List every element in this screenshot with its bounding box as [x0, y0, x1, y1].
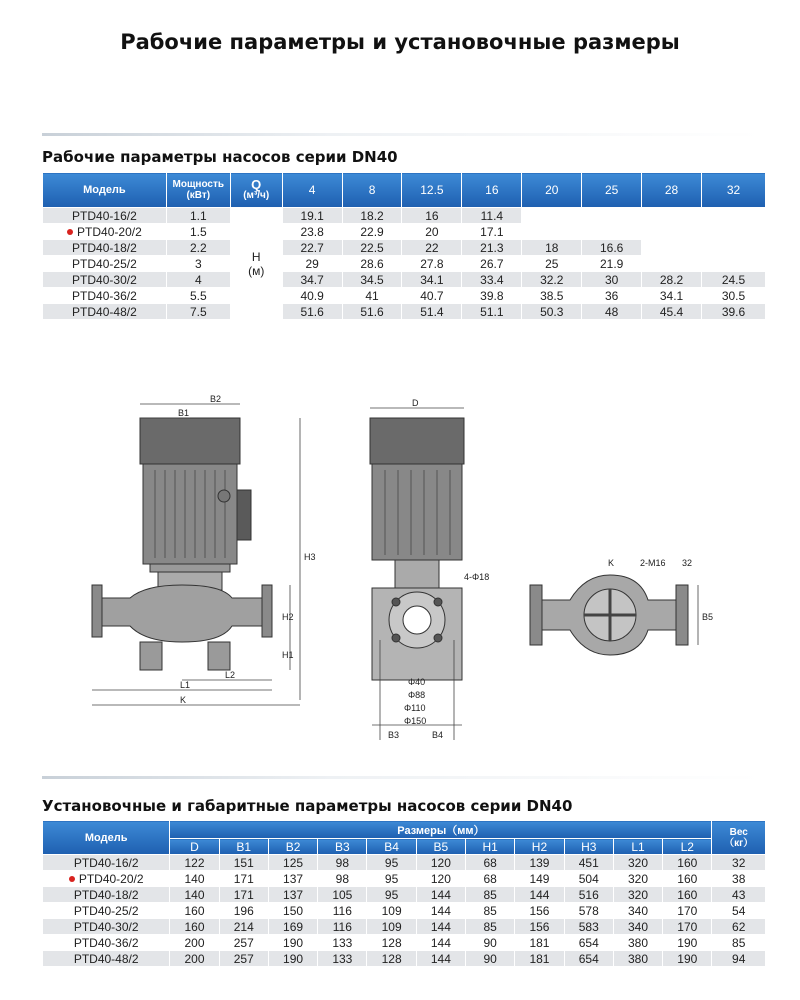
head-value: 36 — [582, 288, 642, 304]
head-value: 51.1 — [462, 304, 522, 320]
model-cell — [43, 871, 170, 887]
power-cell: 3 — [166, 256, 230, 272]
model-name: PTD40-16/2 — [72, 208, 137, 223]
dimension-value: 583 — [564, 919, 613, 935]
marker-dot — [67, 229, 73, 235]
dim-label: H2 — [282, 612, 294, 622]
model-name: PTD40-18/2 — [73, 887, 139, 902]
dimension-value: 144 — [515, 887, 564, 903]
head-value: 16.6 — [582, 240, 642, 256]
dimension-value: 149 — [515, 871, 564, 887]
dimension-value: 95 — [367, 871, 416, 887]
head-value: 32.2 — [522, 272, 582, 288]
dimension-value: 68 — [466, 871, 515, 887]
dimension-value: 160 — [170, 919, 219, 935]
model-cell — [43, 887, 170, 903]
dims-section-title: Установочные и габаритные параметры насосов серии DN40 — [42, 797, 573, 815]
dimension-value: 181 — [515, 951, 564, 967]
head-value: 45.4 — [642, 304, 702, 320]
dimension-value: 133 — [318, 935, 367, 951]
head-value — [702, 224, 766, 240]
dimension-value: 95 — [367, 855, 416, 871]
dimension-value: 85 — [466, 903, 515, 919]
weight-value: 62 — [712, 919, 766, 935]
dim-col-header: D — [170, 839, 219, 855]
weight-value: 38 — [712, 871, 766, 887]
section-divider — [42, 776, 762, 779]
model-name: PTD40-36/2 — [72, 288, 137, 303]
model-name: PTD40-20/2 — [78, 871, 144, 886]
model-cell — [43, 304, 167, 320]
dimension-value: 320 — [613, 855, 662, 871]
head-value: 20 — [402, 224, 462, 240]
dimension-value: 156 — [515, 903, 564, 919]
dimension-value: 200 — [170, 951, 219, 967]
head-value: 23.8 — [282, 224, 342, 240]
head-value — [642, 240, 702, 256]
dimension-value: 133 — [318, 951, 367, 967]
head-value: 18.2 — [342, 208, 402, 224]
flow-value: 32 — [702, 173, 766, 208]
weight-value: 43 — [712, 887, 766, 903]
dimension-value: 90 — [466, 935, 515, 951]
dimension-value: 137 — [268, 887, 317, 903]
dimension-value: 578 — [564, 903, 613, 919]
table-row — [43, 224, 766, 240]
power-cell: 7.5 — [166, 304, 230, 320]
dimension-value: 139 — [515, 855, 564, 871]
power-cell: 4 — [166, 272, 230, 288]
table-row — [43, 951, 766, 967]
dimension-value: 137 — [268, 871, 317, 887]
dimension-value: 171 — [219, 871, 268, 887]
model-name: PTD40-16/2 — [73, 855, 139, 870]
weight-value: 94 — [712, 951, 766, 967]
head-value — [582, 224, 642, 240]
dimension-value: 128 — [367, 935, 416, 951]
dimension-value: 122 — [170, 855, 219, 871]
model-name: PTD40-25/2 — [73, 903, 139, 918]
dimension-value: 109 — [367, 903, 416, 919]
dim-label: B5 — [702, 612, 714, 622]
head-value: 29 — [282, 256, 342, 272]
head-value: 51.6 — [282, 304, 342, 320]
head-value: 16 — [402, 208, 462, 224]
head-value: 33.4 — [462, 272, 522, 288]
dimension-value: 144 — [416, 919, 465, 935]
section-divider — [42, 133, 762, 136]
head-value — [642, 256, 702, 272]
flow-value: 25 — [582, 173, 642, 208]
head-value — [522, 224, 582, 240]
dimension-value: 160 — [170, 903, 219, 919]
model-cell — [43, 919, 170, 935]
dim-label: 4-Φ18 — [464, 572, 490, 582]
head-value: 41 — [342, 288, 402, 304]
table-row — [43, 903, 766, 919]
dimension-value: 190 — [663, 951, 712, 967]
dimension-value: 190 — [268, 935, 317, 951]
dimension-value: 320 — [613, 871, 662, 887]
head-label-cell — [230, 208, 282, 320]
table-row — [43, 208, 766, 224]
head-value — [642, 224, 702, 240]
dimension-value: 144 — [416, 903, 465, 919]
header-flow-label: Q — [251, 177, 262, 192]
header-model: Модель — [43, 173, 167, 208]
pump-top-view — [530, 575, 688, 655]
dim-label: D — [412, 398, 419, 408]
head-value: 22.5 — [342, 240, 402, 256]
model-name: PTD40-25/2 — [72, 256, 137, 271]
head-value — [702, 256, 766, 272]
pump-side-view — [370, 418, 464, 680]
dim-col-header: B1 — [219, 839, 268, 855]
model-name: PTD40-18/2 — [72, 240, 137, 255]
table-row — [43, 240, 766, 256]
dimensions-table — [42, 820, 766, 967]
dim-label: 2-M16 — [640, 558, 666, 568]
dim-label: Φ40 — [408, 677, 426, 687]
head-value: 40.7 — [402, 288, 462, 304]
power-cell: 1.5 — [166, 224, 230, 240]
table-row — [43, 855, 766, 871]
dimension-value: 116 — [318, 919, 367, 935]
head-value: 24.5 — [702, 272, 766, 288]
dim-label: Φ150 — [404, 716, 427, 726]
dimension-value: 380 — [613, 935, 662, 951]
pump-dimension-drawing — [0, 380, 800, 760]
dim-col-header: H2 — [515, 839, 564, 855]
dimension-value: 340 — [613, 903, 662, 919]
header-power — [166, 173, 230, 208]
model-cell — [43, 208, 167, 224]
model-cell — [43, 903, 170, 919]
dimension-value: 151 — [219, 855, 268, 871]
dimension-value: 120 — [416, 871, 465, 887]
marker-dot — [69, 876, 75, 882]
dimension-value: 144 — [416, 951, 465, 967]
dimension-value: 140 — [170, 887, 219, 903]
head-value: 22 — [402, 240, 462, 256]
dim-label: H3 — [304, 552, 316, 562]
dimension-value: 160 — [663, 871, 712, 887]
table-row — [43, 871, 766, 887]
dimension-value: 380 — [613, 951, 662, 967]
dim-label: L2 — [225, 670, 236, 680]
model-name: PTD40-30/2 — [72, 272, 137, 287]
dimension-value: 170 — [663, 903, 712, 919]
dimension-value: 128 — [367, 951, 416, 967]
header-flow-unit: (м³/ч) — [243, 190, 270, 201]
dimension-value: 516 — [564, 887, 613, 903]
dim-label: B3 — [388, 730, 400, 740]
table-row — [43, 272, 766, 288]
model-cell — [43, 224, 167, 240]
model-cell — [43, 272, 167, 288]
dimension-value: 140 — [170, 871, 219, 887]
dimension-value: 190 — [268, 951, 317, 967]
dim-label: Φ110 — [404, 703, 426, 713]
dimension-value: 68 — [466, 855, 515, 871]
dim-col-header: B3 — [318, 839, 367, 855]
model-name: PTD40-48/2 — [72, 304, 137, 319]
header-power-unit: (кВт) — [186, 190, 211, 201]
dim-label: B1 — [178, 408, 190, 418]
header-sizes: Размеры（мм） — [170, 821, 712, 839]
dimension-value: 504 — [564, 871, 613, 887]
performance-table — [42, 172, 766, 320]
head-value: 21.3 — [462, 240, 522, 256]
head-unit: (м) — [248, 263, 265, 278]
dim-label: K — [180, 695, 187, 705]
pump-front-view — [92, 418, 272, 670]
head-value: 34.1 — [402, 272, 462, 288]
model-name: PTD40-36/2 — [73, 935, 139, 950]
dimension-value: 98 — [318, 871, 367, 887]
header-flow — [230, 173, 282, 208]
power-cell: 2.2 — [166, 240, 230, 256]
dimension-value: 171 — [219, 887, 268, 903]
head-value — [702, 240, 766, 256]
head-value: 40.9 — [282, 288, 342, 304]
dim-col-header: H1 — [466, 839, 515, 855]
head-value: 17.1 — [462, 224, 522, 240]
dimension-value: 85 — [466, 887, 515, 903]
weight-value: 54 — [712, 903, 766, 919]
dimension-value: 144 — [416, 935, 465, 951]
flow-value: 16 — [462, 173, 522, 208]
head-value: 30.5 — [702, 288, 766, 304]
dimension-value: 85 — [466, 919, 515, 935]
dim-col-header: L1 — [613, 839, 662, 855]
dimension-value: 257 — [219, 935, 268, 951]
dimension-value: 214 — [219, 919, 268, 935]
head-value: 22.7 — [282, 240, 342, 256]
head-value: 34.1 — [642, 288, 702, 304]
model-name: PTD40-30/2 — [73, 919, 139, 934]
flow-value: 4 — [282, 173, 342, 208]
dimension-value: 190 — [663, 935, 712, 951]
model-cell — [43, 256, 167, 272]
dimension-value: 150 — [268, 903, 317, 919]
dimension-value: 125 — [268, 855, 317, 871]
header-power-label: Мощность — [172, 179, 225, 190]
dimension-value: 144 — [416, 887, 465, 903]
head-value — [702, 208, 766, 224]
model-cell — [43, 951, 170, 967]
head-value: 50.3 — [522, 304, 582, 320]
table-row — [43, 288, 766, 304]
dim-label: K — [608, 558, 615, 568]
head-value: 18 — [522, 240, 582, 256]
dimension-value: 169 — [268, 919, 317, 935]
dimension-value: 160 — [663, 887, 712, 903]
power-cell: 5.5 — [166, 288, 230, 304]
head-value: 34.5 — [342, 272, 402, 288]
dimension-value: 105 — [318, 887, 367, 903]
head-value: 22.9 — [342, 224, 402, 240]
head-label: H — [251, 249, 261, 264]
flow-value: 28 — [642, 173, 702, 208]
dim-col-header: B4 — [367, 839, 416, 855]
perf-section-title: Рабочие параметры насосов серии DN40 — [42, 148, 398, 166]
dimension-value: 95 — [367, 887, 416, 903]
head-value — [642, 208, 702, 224]
dim-col-header: H3 — [564, 839, 613, 855]
model-cell — [43, 240, 167, 256]
head-value: 21.9 — [582, 256, 642, 272]
model-cell — [43, 935, 170, 951]
dim-label: L1 — [180, 680, 191, 690]
dimension-value: 120 — [416, 855, 465, 871]
head-value: 11.4 — [462, 208, 522, 224]
dimension-value: 109 — [367, 919, 416, 935]
table-row — [43, 919, 766, 935]
header-weight-label: Вес — [729, 826, 748, 838]
flow-value: 8 — [342, 173, 402, 208]
dim-label: B2 — [210, 394, 222, 404]
dimension-value: 320 — [613, 887, 662, 903]
dimension-value: 200 — [170, 935, 219, 951]
head-value: 19.1 — [282, 208, 342, 224]
head-value: 30 — [582, 272, 642, 288]
dimension-value: 90 — [466, 951, 515, 967]
head-value: 38.5 — [522, 288, 582, 304]
head-value: 25 — [522, 256, 582, 272]
table-row — [43, 887, 766, 903]
dim-label: B4 — [432, 730, 444, 740]
head-value: 51.6 — [342, 304, 402, 320]
head-value: 39.6 — [702, 304, 766, 320]
dim-label: 32 — [682, 558, 693, 568]
head-value: 51.4 — [402, 304, 462, 320]
head-value: 28.6 — [342, 256, 402, 272]
dimension-value: 156 — [515, 919, 564, 935]
header-weight-unit: （кг） — [724, 837, 754, 849]
dimension-value: 160 — [663, 855, 712, 871]
dimension-value: 98 — [318, 855, 367, 871]
head-value: 48 — [582, 304, 642, 320]
dimension-value: 451 — [564, 855, 613, 871]
table-row — [43, 256, 766, 272]
table-row — [43, 304, 766, 320]
dim-label: Φ88 — [408, 690, 426, 700]
dimension-value: 654 — [564, 935, 613, 951]
weight-value: 32 — [712, 855, 766, 871]
flow-value: 20 — [522, 173, 582, 208]
dim-col-header: B5 — [416, 839, 465, 855]
power-cell: 1.1 — [166, 208, 230, 224]
dim-col-header: L2 — [663, 839, 712, 855]
head-value: 39.8 — [462, 288, 522, 304]
flow-value: 12.5 — [402, 173, 462, 208]
dimension-value: 654 — [564, 951, 613, 967]
model-name: PTD40-48/2 — [73, 951, 139, 966]
table-row — [43, 935, 766, 951]
dim-col-header: B2 — [268, 839, 317, 855]
header-model: Модель — [43, 821, 170, 855]
model-cell — [43, 288, 167, 304]
page-title: Рабочие параметры и установочные размеры — [120, 30, 680, 54]
model-cell — [43, 855, 170, 871]
head-value: 28.2 — [642, 272, 702, 288]
head-value: 27.8 — [402, 256, 462, 272]
head-value: 26.7 — [462, 256, 522, 272]
dim-label: H1 — [282, 650, 294, 660]
head-value: 34.7 — [282, 272, 342, 288]
head-value — [522, 208, 582, 224]
dimension-value: 340 — [613, 919, 662, 935]
dimension-value: 257 — [219, 951, 268, 967]
dimension-value: 116 — [318, 903, 367, 919]
dimension-value: 181 — [515, 935, 564, 951]
dimension-value: 196 — [219, 903, 268, 919]
header-weight — [712, 821, 766, 855]
head-value — [582, 208, 642, 224]
weight-value: 85 — [712, 935, 766, 951]
model-name: PTD40-20/2 — [77, 224, 142, 239]
dimension-value: 170 — [663, 919, 712, 935]
